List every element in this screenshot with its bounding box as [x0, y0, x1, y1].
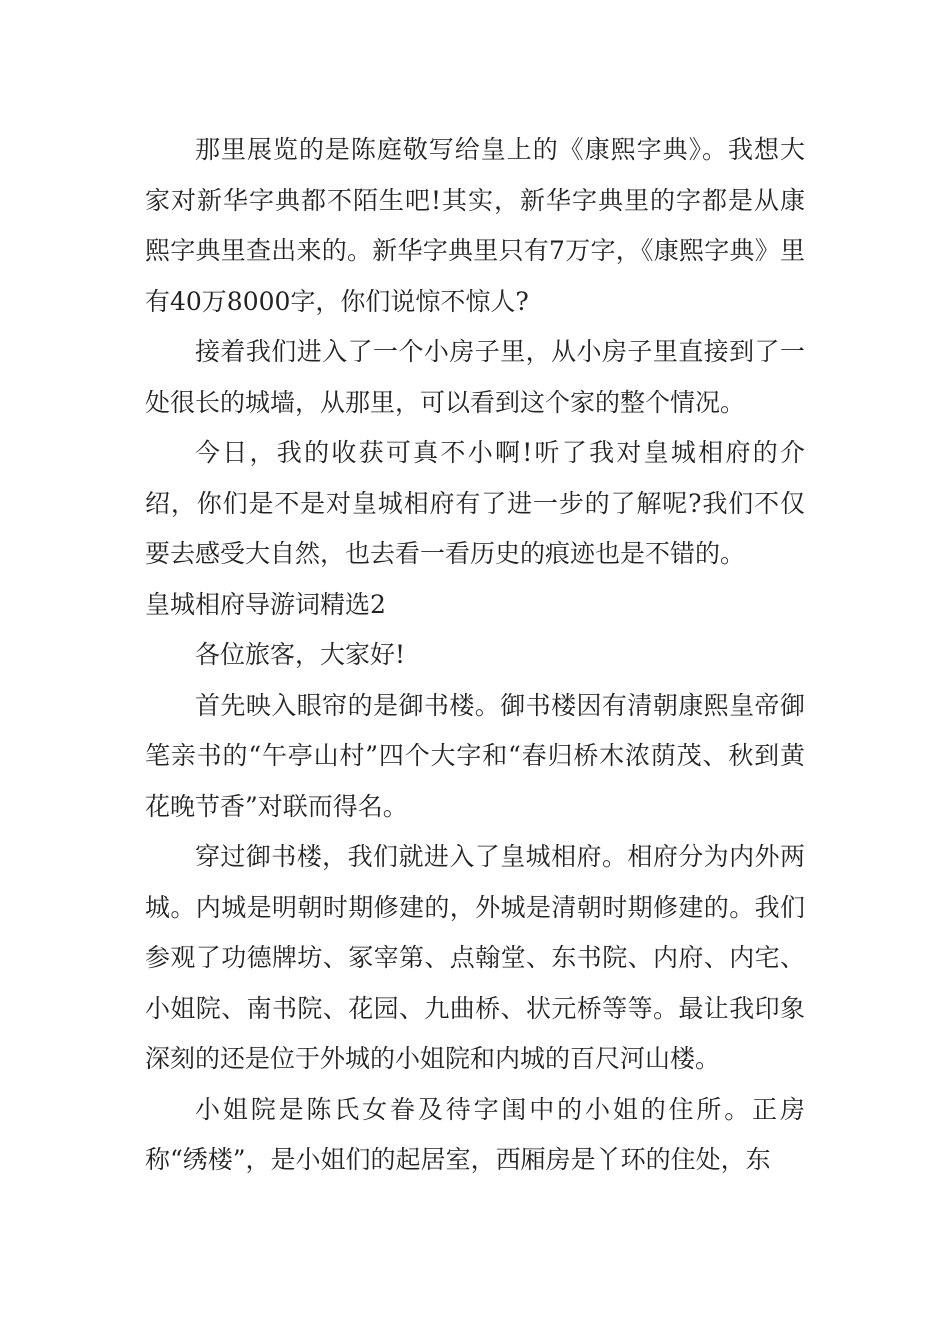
paragraph-maiden-courtyard: 小姐院是陈氏女眷及待字闺中的小姐的住所。正房称“绣楼”，是小姐们的起居室，西厢房是丫环的住处，东: [145, 1094, 805, 1174]
document-body: [145, 125, 805, 1186]
section-heading: 皇城相府导游词精选2: [145, 589, 386, 619]
paragraph-small-house: 接着我们进入了一个小房子里，从小房子里直接到了一处很长的城墙，从那里，可以看到这个家的整个情况。: [145, 337, 805, 417]
paragraph-harvest: 今日，我的收获可真不小啊!听了我对皇城相府的介绍，你们是不是对皇城相府有了进一步的了解呢?我们不仅要去感受大自然，也去看一看历史的痕迹也是不错的。: [145, 438, 805, 568]
paragraph-greeting: 各位旅客，大家好!: [195, 640, 406, 669]
paragraph-kangxi-dictionary: 那里展览的是陈庭敬写给皇上的《康熙字典》。我想大家对新华字典都不陌生吧!其实，新华字典里的字都是从康熙字典里查出来的。新华字典里只有7万字，《康熙字典》里有40万8000字，你们说惊不惊人?: [145, 135, 805, 316]
paragraph-inner-outer-city: 穿过御书楼，我们就进入了皇城相府。相府分为内外两城。内城是明朝时期修建的，外城是清朝时期修建的。我们参观了功德牌坊、冢宰第、点翰堂、东书院、内府、内宅、小姐院、南书院、花园、九曲桥、状元桥等等。最让我印象深刻的还是位于外城的小姐院和内城的百尺河山楼。: [145, 842, 805, 1073]
paragraph-imperial-library: 首先映入眼帘的是御书楼。御书楼因有清朝康熙皇帝御笔亲书的“午亭山村”四个大字和“春归桥木浓荫茂、秋到黄花晚节香”对联而得名。: [145, 690, 805, 821]
